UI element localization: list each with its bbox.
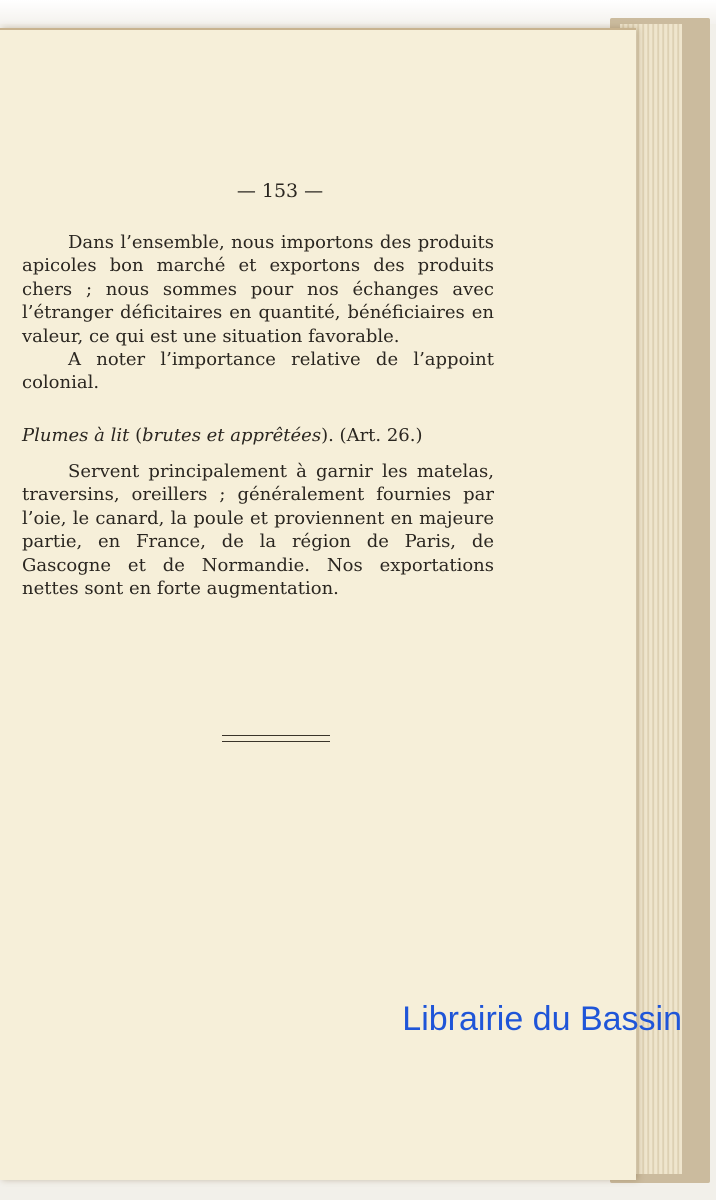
scan-background — [0, 0, 716, 24]
paragraph-text: Dans l’ensemble, nous importons des produits apicoles bon marché et exportons des produits chers ; nous sommes pour nos échanges avec l’étranger déficitaires en quantité, bénéficiaires en valeur, ce qui est une situation favorable. — [22, 232, 494, 347]
section-heading — [22, 424, 423, 448]
paragraph-colonial-note — [22, 348, 494, 395]
heading-article-ref: ). (Art. 26.) — [321, 425, 423, 446]
paragraph-text: A noter l’importance relative de l’appoint colonial. — [22, 349, 494, 394]
end-of-section-rule — [222, 735, 330, 742]
heading-open-paren: ( — [129, 425, 143, 446]
page-number: — 153 — — [236, 180, 324, 202]
paragraph-imports-exports — [22, 231, 494, 348]
watermark-text: Librairie du Bassin — [402, 1000, 682, 1038]
paragraph-text: Servent principalement à garnir les matelas, traversins, oreillers ; généralement fournies par l’oie, le canard, la poule et proviennent en majeure partie, en France, de la région de Paris, de Gascogne et de Normandie. Nos exportations nettes sont en forte augmentation. — [22, 461, 494, 600]
heading-italic-subtitle: brutes et apprêtées — [142, 425, 322, 446]
paragraph-feathers — [22, 460, 494, 600]
heading-italic-title: Plumes à lit — [22, 425, 130, 446]
